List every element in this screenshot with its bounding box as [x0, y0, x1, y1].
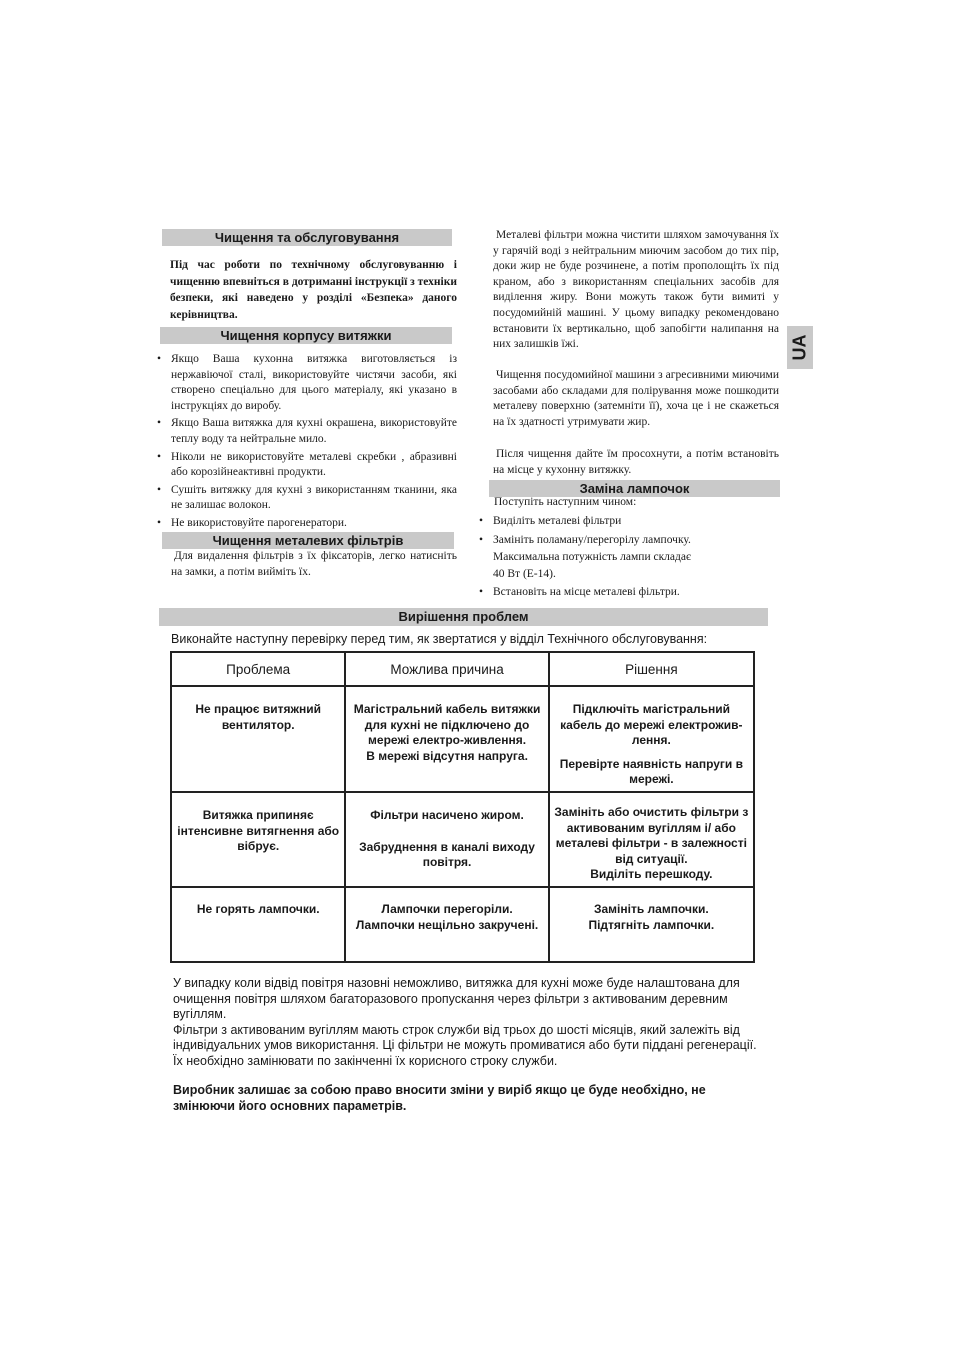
language-tab-label: UA — [789, 334, 810, 361]
cause-cell: Магістральний кабель витяжки для кухні не підключено до мережі електро-живлення. В мережі відсутня напруга. — [345, 686, 548, 792]
cause-cell: Фільтри насичено жиром. Забруднення в каналі виходу повітря. — [345, 792, 548, 887]
recirculation-paragraph: У випадку коли відвід повітря назовні неможливо, витяжка для кухні може буде налаштована для очищення повітря шляхом багаторазового пропускання через фільтри з активованим деревним вугіллям. — [173, 976, 740, 1021]
troubleshooting-header: Вирішення проблем — [159, 608, 768, 626]
metal-filters-text: Для видалення фільтрів з їх фіксаторів, легко натисніть на замки, а потім вийміть їх. — [171, 550, 457, 578]
body-cleaning-header: Чищення корпусу витяжки — [160, 327, 452, 344]
list-item: • Ніколи не використовуйте металеві скребки , абразивні або корозійнеактивні продукти. — [157, 450, 457, 481]
list-item: • Виділіть металеві фільтри — [479, 513, 779, 530]
lamps-header: Заміна лампочок — [489, 480, 780, 497]
solution-cell: Замініть або очистить фільтри з активованим вугіллям і/ або металеві фільтри - в залежності від ситуації. Виділіть перешкоду. — [549, 792, 754, 887]
charcoal-lifetime-paragraph: Фільтри з активованим вугіллям мають строк служби від трьох до шості місяців, який залежіть від індивідуальних умов використання. Ці фільтри не можуть промиватися або бути піддані регенерації. Їх необхідно замінювати по закінченні їх корисного строку служби. — [173, 1022, 757, 1068]
body-cleaning-list — [157, 352, 457, 534]
problem-cell: Не горять лампочки. — [171, 887, 345, 962]
lamps-intro: Поступіть наступним чином: — [494, 496, 637, 508]
manufacturer-note: Виробник залишає за собою право вносити зміни у виріб якщо це буде необхідно, не змінюючи його основних параметрів. — [173, 1083, 706, 1113]
charcoal-filter-info — [173, 976, 763, 1069]
solution-cell: Підключіть магістральний кабель до мережі електрожив-лення. Перевірте наявність напруги в мережі. — [549, 686, 754, 792]
filters-cleaning-para: Металеві фільтри можна чистити шляхом замочування їх у гарячій воді з нейтральним миючим засобом до тих пір, доки жир не буде розчинене, а потім прополощіть їх під краном, або з використанням спеціальних засобів для виділення жиру. Вони можуть також бути вимиті у посудомийній машині. У цьому випадку рекомендовано встановити їх вертикально, щоб запобігти налипання на них залишків їжі. — [493, 229, 779, 351]
column-header-solution: Рішення — [549, 652, 754, 686]
problem-cell: Не працює витяжний вентилятор. — [171, 686, 345, 792]
column-header-problem: Проблема — [171, 652, 345, 686]
problem-cell: Витяжка припиняє інтенсивне витягнення або вібрує. — [171, 792, 345, 887]
solution-cell: Замініть лампочки. Підтягніть лампочки. — [549, 887, 754, 962]
list-item: • Замініть поламану/перегорілу лампочку. Максимальна потужність лампи складає 40 Вт (Е-14). — [479, 532, 779, 583]
table-row — [171, 887, 754, 962]
language-tab — [787, 326, 813, 369]
metal-filters-header: Чищення металевих фільтрів — [162, 532, 454, 549]
cause-cell: Лампочки перегоріли. Лампочки нещільно закручені. — [345, 887, 548, 962]
lamps-list — [479, 513, 779, 603]
table-row — [171, 686, 754, 792]
table-header-row — [171, 652, 754, 686]
table-row — [171, 792, 754, 887]
dishwasher-para: Чищення посудомийної машини з агресивними миючими засобами або складами для полірування може пошкодити металеву поверхню (затемніти її), хоча це і не скажеться на їх здатності утримувати жир. — [493, 369, 779, 428]
safety-note-text: Під час роботи по технічному обслуговуванню і чищенню впевніться в дотриманні інструкції з техніки безпеки, які наведено у розділі «Безпека» даного керівництва. — [170, 259, 457, 321]
safety-note — [170, 257, 457, 323]
troubleshooting-table — [170, 651, 755, 963]
cleaning-header: Чищення та обслуговування — [162, 229, 452, 246]
list-item: • Сушіть витяжку для кухні з використанням тканини, яка не залишає волокон. — [157, 483, 457, 514]
list-item: • Якщо Ваша кухонна витяжка виготовляється із нержавіючої сталі, використовуйте чистячи засоби, які створено спеціально для цього матеріалу, які указано в інструкціях до виробу. — [157, 352, 457, 414]
after-cleaning-para: Після чищення дайте їм просохнути, а потім встановіть на місце у кухонну витяжку. — [493, 448, 779, 476]
troubleshooting-intro: Виконайте наступну перевірку перед тим, як звертатися у відділ Технічного обслуговування: — [171, 632, 708, 646]
list-item: • Якщо Ваша витяжка для кухні окрашена, використовуйте теплу воду та нейтральне мило. — [157, 416, 457, 447]
list-item: • Не використовуйте парогенератори. — [157, 516, 457, 532]
column-header-cause: Можлива причина — [345, 652, 548, 686]
list-item: • Встановіть на місце металеві фільтри. — [479, 584, 779, 601]
